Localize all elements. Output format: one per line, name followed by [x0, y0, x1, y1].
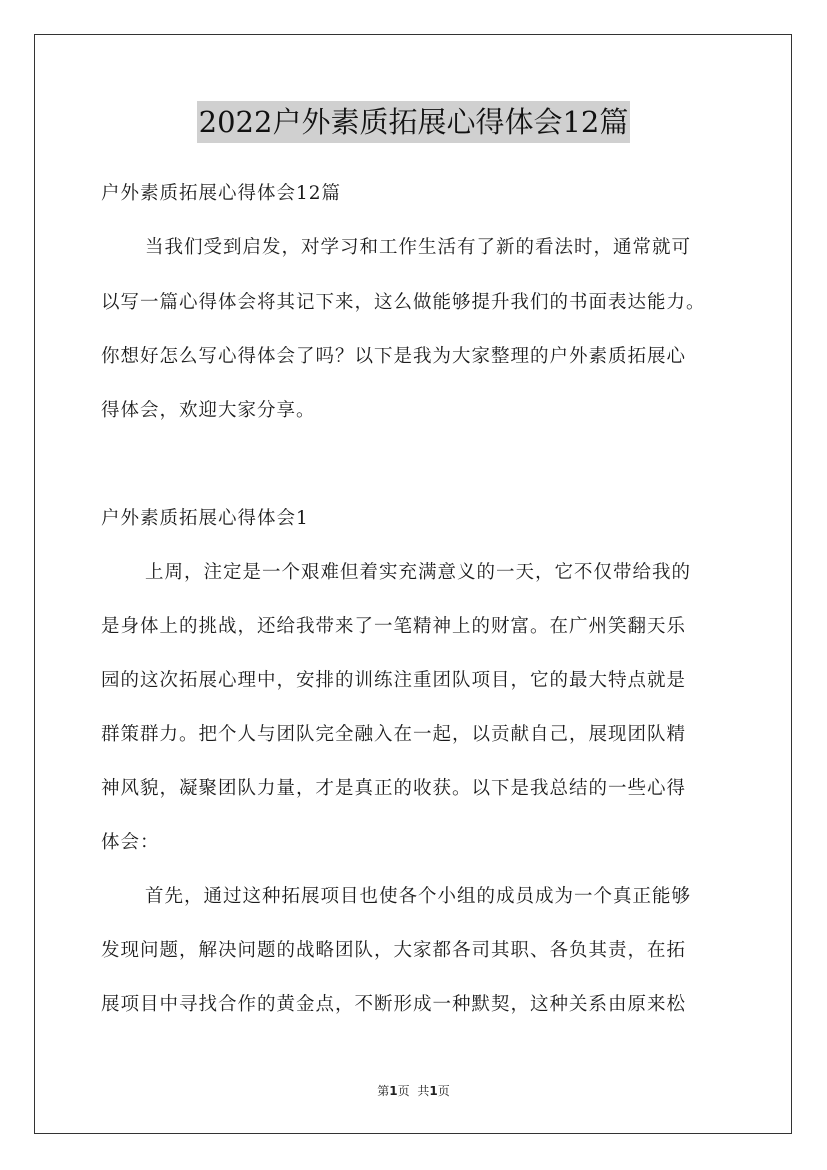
- document-title: 2022户外素质拓展心得体会12篇: [197, 101, 631, 143]
- paragraph-line: 发现问题，解决问题的战略团队，大家都各司其职、各负其责，在拓: [101, 940, 687, 961]
- paragraph-line: 上周，注定是一个艰难但着实充满意义的一天，它不仅带给我的: [145, 562, 692, 583]
- total-suffix: 页: [437, 1084, 450, 1098]
- total-prefix: 共: [417, 1084, 430, 1098]
- paragraph-line: 园的这次拓展心理中，安排的训练注重团队项目，它的最大特点就是: [101, 670, 687, 691]
- page-suffix: 页: [397, 1084, 410, 1098]
- paragraph-line: 群策群力。把个人与团队完全融入在一起，以贡献自己，展现团队精: [101, 724, 687, 745]
- paragraph-line: 当我们受到启发，对学习和工作生活有了新的看法时，通常就可: [145, 237, 692, 258]
- paragraph-line: 得体会，欢迎大家分享。: [101, 400, 316, 421]
- paragraph-line: 展项目中寻找合作的黄金点，不断形成一种默契，这种关系由原来松: [101, 994, 687, 1015]
- total-pages: 1: [429, 1084, 438, 1098]
- paragraph-line: 是身体上的挑战，还给我带来了一笔精神上的财富。在广州笑翻天乐: [101, 616, 687, 637]
- paragraph-line: 你想好怎么写心得体会了吗？以下是我为大家整理的户外素质拓展心: [101, 346, 687, 367]
- page-number: 1: [389, 1084, 398, 1098]
- subtitle-line: 户外素质拓展心得体会12篇: [101, 183, 342, 204]
- title-container: [0, 101, 827, 143]
- page-footer: [0, 1082, 827, 1099]
- page-prefix: 第: [377, 1084, 390, 1098]
- paragraph-line: 以写一篇心得体会将其记下来，这么做能够提升我们的书面表达能力。: [101, 292, 706, 313]
- paragraph-line: 首先，通过这种拓展项目也使各个小组的成员成为一个真正能够: [145, 886, 692, 907]
- paragraph-line: 神风貌，凝聚团队力量，才是真正的收获。以下是我总结的一些心得: [101, 778, 687, 799]
- paragraph-line: 体会：: [101, 832, 160, 853]
- section-heading: 户外素质拓展心得体会1: [101, 508, 309, 529]
